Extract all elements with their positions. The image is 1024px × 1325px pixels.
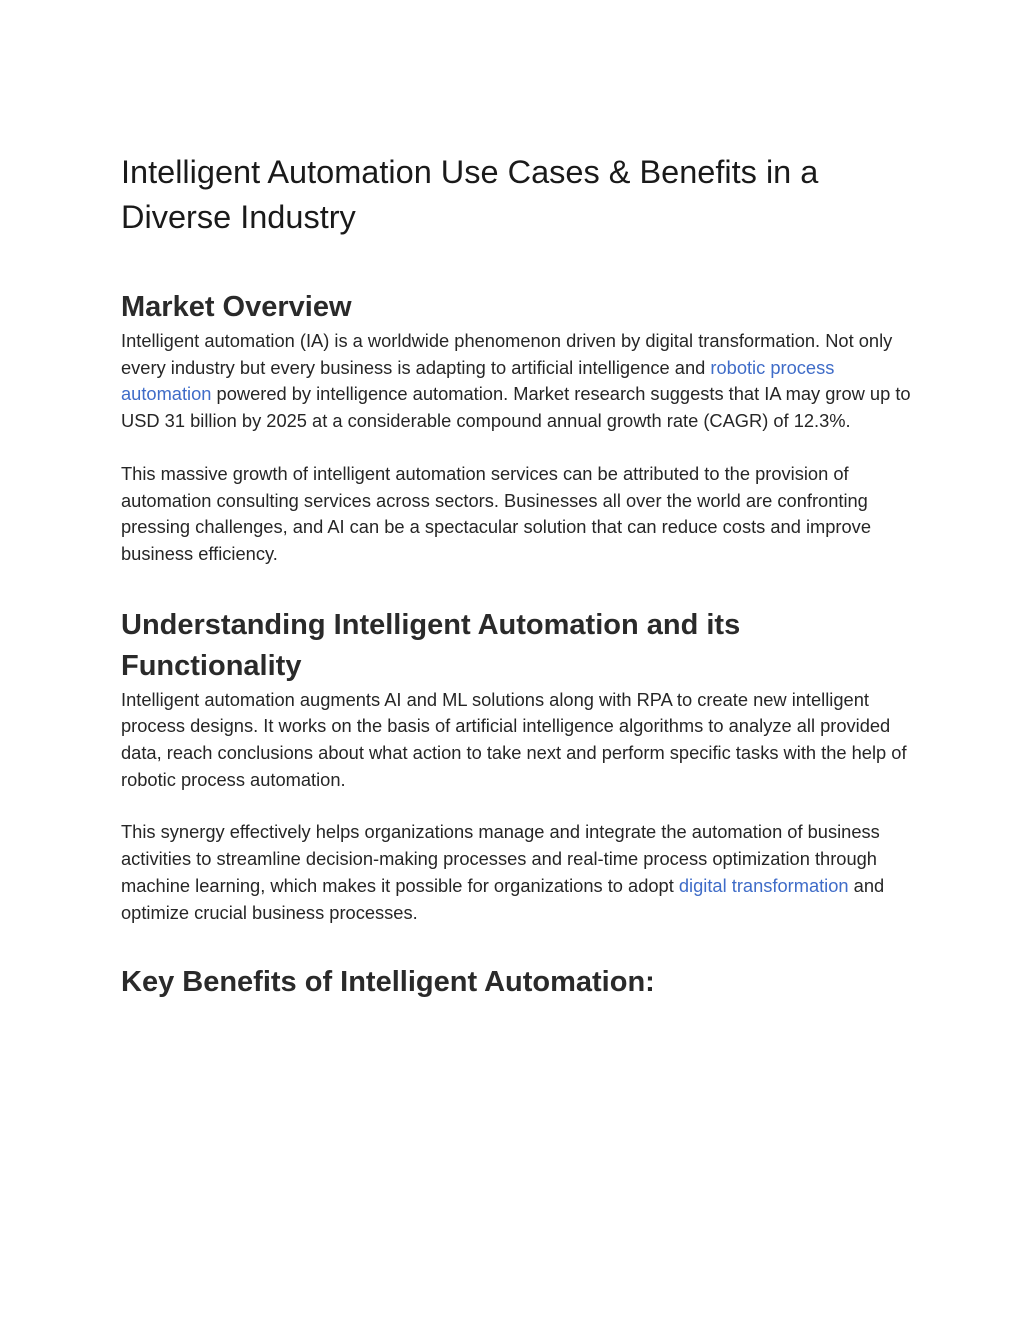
paragraph-text: Intelligent automation (IA) is a worldwide phenomenon driven by digital transformation. Not only every industry but every business is adapting to artificial intelligence and	[121, 330, 893, 378]
paragraph-text: powered by intelligence automation. Market research suggests that IA may grow up to USD 31 billion by 2025 at a considerable compound annual growth rate (CAGR) of 12.3%.	[121, 383, 911, 432]
section-heading-market-overview: Market Overview	[121, 291, 352, 323]
paragraph-understanding-1: Intelligent automation augments AI and ML solutions along with RPA to create new intelligent process designs. It works on the basis of artificial intelligence algorithms to analyze all provided data, reach conclusions about what action to take next and perform specific tasks with the help of robotic process automation.	[121, 688, 907, 790]
paragraph-market-overview-2: This massive growth of intelligent automation services can be attributed to the provision of automation consulting services across sectors. Businesses all over the world are confronting pressing challenges, and AI can be a spectacular solution that can reduce costs and improve business efficiency.	[121, 462, 871, 564]
paragraph-text: and optimize crucial business processes.	[121, 874, 885, 923]
paragraph-understanding-2	[121, 819, 921, 926]
section-heading-understanding: Understanding Intelligent Automation and its Functionality	[121, 608, 741, 682]
paragraph-text: This synergy effectively helps organizations manage and integrate the automation of business activities to streamline decision-making processes and real-time process optimization through machine learning, which makes it possible for organizations to adopt	[121, 821, 880, 896]
document-title: Intelligent Automation Use Cases & Benefits in a Diverse Industry	[121, 154, 819, 235]
link-robotic-process-automation[interactable]: robotic process automation	[121, 356, 835, 405]
paragraph-market-overview-1	[121, 328, 921, 435]
section-heading-key-benefits: Key Benefits of Intelligent Automation:	[121, 966, 655, 999]
document-page	[121, 150, 921, 1003]
link-digital-transformation[interactable]: digital transformation	[678, 874, 849, 896]
